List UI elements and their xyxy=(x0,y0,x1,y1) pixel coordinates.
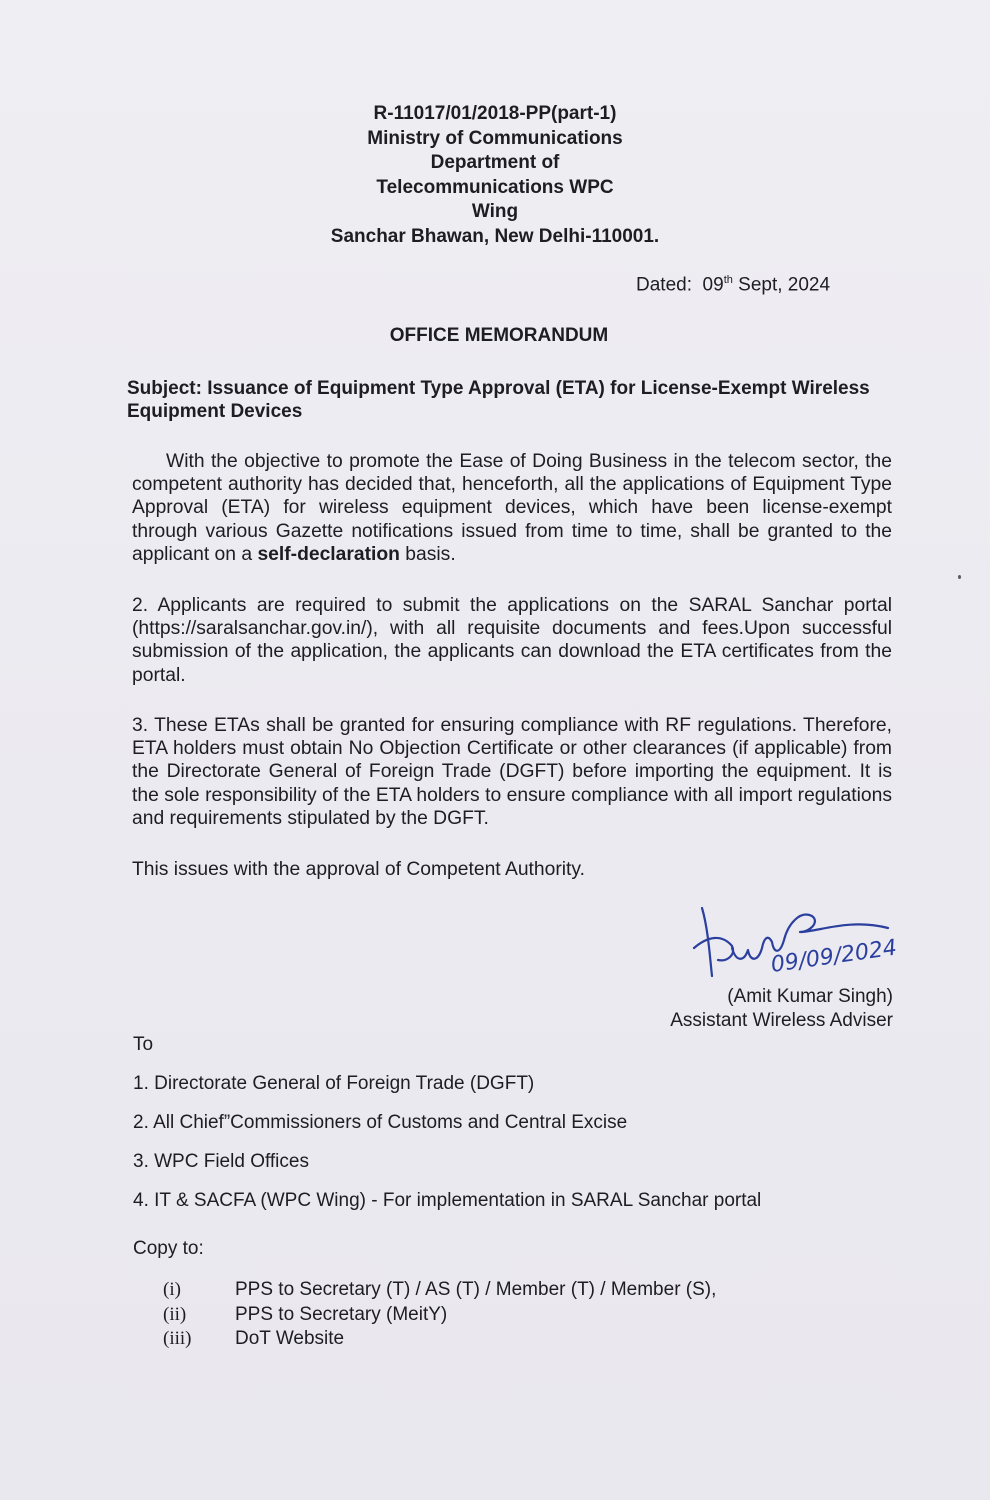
copy-item-number: (i) xyxy=(163,1279,181,1300)
paragraph-2: 2. Applicants are required to submit the applications on the SARAL Sanchar portal (https://saralsanchar.gov.in/), with all requisite documents and fees.Upon successful submission of the application, the applicants can download the ETA certificates from the portal. xyxy=(132,595,892,686)
signatory-block xyxy=(640,985,893,1032)
department-line-3: Wing xyxy=(471,201,519,222)
recipient-item: 4. IT & SACFA (WPC Wing) - For implementation in SARAL Sanchar portal xyxy=(133,1190,762,1211)
date-line xyxy=(636,274,830,296)
paragraph-1-end: basis. xyxy=(399,543,456,565)
handwritten-signature xyxy=(688,888,928,988)
paragraph-4: This issues with the approval of Competent Authority. xyxy=(132,859,585,880)
recipient-item: 1. Directorate General of Foreign Trade (DGFT) xyxy=(133,1073,535,1094)
signatory-designation: Assistant Wireless Adviser xyxy=(670,1009,893,1031)
recipient-item: 3. WPC Field Offices xyxy=(133,1151,309,1172)
to-label: To xyxy=(133,1034,154,1055)
paper-speck xyxy=(958,575,961,579)
handwritten-date: 09/09/2024 xyxy=(769,935,899,978)
copy-item xyxy=(163,1303,716,1328)
copy-list xyxy=(163,1278,716,1352)
paragraph-1-bold: self-declaration xyxy=(257,543,400,565)
paragraph-3: 3. These ETAs shall be granted for ensuring compliance with RF regulations. Therefore, ETA holders must obtain No Objection Certificate or other clearances (if applicable) from the Directorate General of Foreign Trade (DGFT) before importing the equipment. It is the sole responsibility of the ETA holders to ensure compliance with all import regulations and requirements stipulated by the DGFT. xyxy=(132,715,892,829)
copy-item-number: (iii) xyxy=(163,1328,192,1349)
date-day: 09 xyxy=(702,274,724,296)
paragraph-1 xyxy=(132,450,892,566)
copy-item-text: PPS to Secretary (MeitY) xyxy=(235,1303,448,1325)
ministry-name: Ministry of Communications xyxy=(367,127,623,149)
date-label: Dated: xyxy=(636,274,692,296)
office-address: Sanchar Bhawan, New Delhi-110001. xyxy=(330,225,660,247)
copy-item xyxy=(163,1327,716,1352)
file-number: R-11017/01/2018-PP(part-1) xyxy=(373,103,617,124)
copy-item xyxy=(163,1278,716,1303)
subject-line: Subject: Issuance of Equipment Type Approval (ETA) for License-Exempt Wireless Equipment Devices xyxy=(127,378,870,422)
department-line-1: Department of xyxy=(430,152,560,173)
department-line-2: Telecommunications WPC xyxy=(376,176,614,198)
memo-title: OFFICE MEMORANDUM xyxy=(389,325,609,346)
recipient-list xyxy=(133,1073,761,1229)
paragraph-1-text: With the objective to promote the Ease of Doing Business in the telecom sector, the competent authority has decided that, henceforth, all the applications of Equipment Type Approval (ETA) for wireless equipment devices, which have been license-exempt through various Gazette notifications issued from time to time, shall be granted to the applicant on a xyxy=(132,451,892,565)
copy-item-number: (ii) xyxy=(163,1303,187,1325)
letterhead xyxy=(0,102,990,249)
copy-item-text: DoT Website xyxy=(235,1328,345,1349)
signatory-name: (Amit Kumar Singh) xyxy=(727,986,893,1007)
copy-to-label: Copy to: xyxy=(133,1238,204,1259)
copy-item-text: PPS to Secretary (T) / AS (T) / Member (T) / Member (S), xyxy=(235,1279,717,1300)
recipient-item: 2. All Chief”Commissioners of Customs and Central Excise xyxy=(133,1112,628,1133)
date-day-suffix: th xyxy=(723,274,733,286)
date-rest: Sept, 2024 xyxy=(738,274,831,296)
